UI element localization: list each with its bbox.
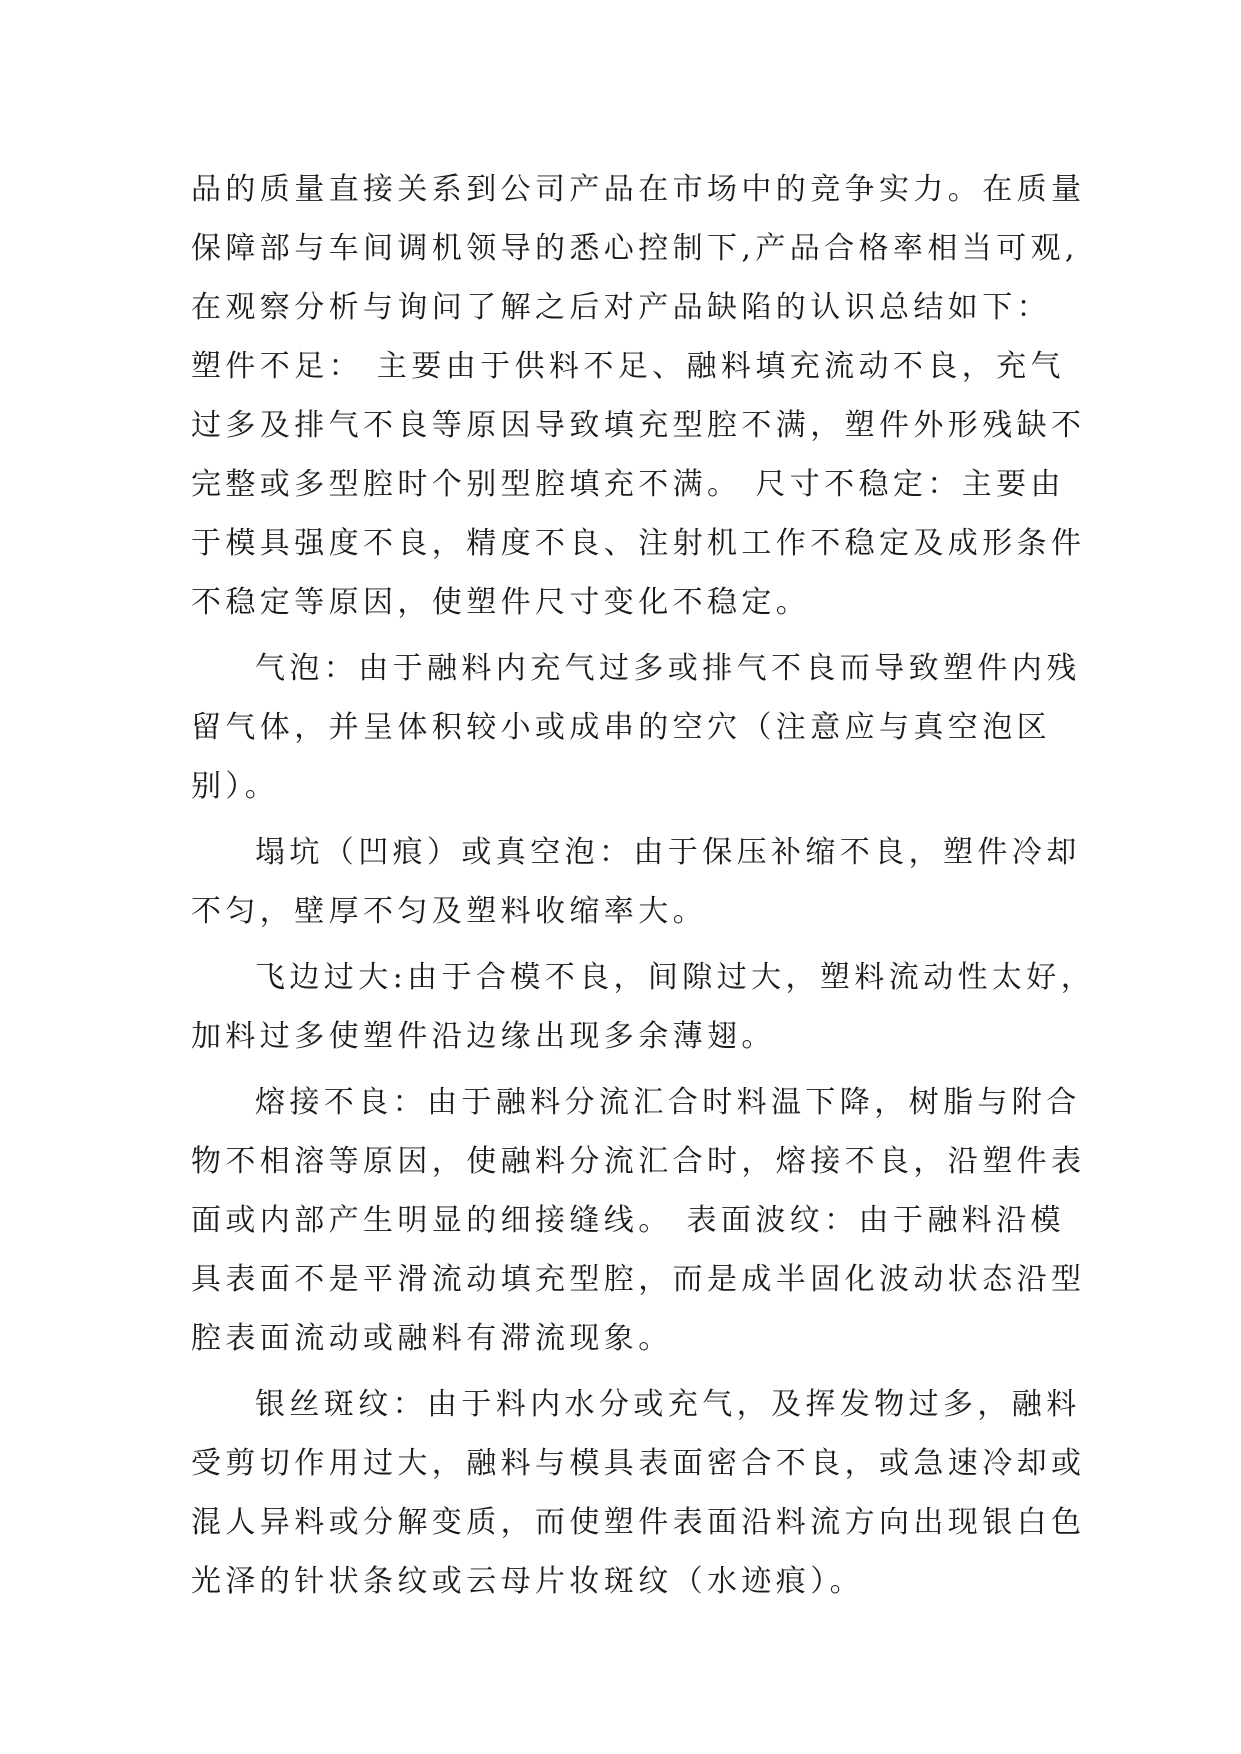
text-line: 留气体，并呈体积较小或成串的空穴（注意应与真空泡区 xyxy=(191,710,1051,745)
text-line: 别）。 xyxy=(191,769,280,804)
text-line: 于模具强度不良，精度不良、注射机工作不稳定及成形条件 xyxy=(191,526,1086,561)
text-line: 受剪切作用过大，融料与模具表面密合不良，或急速冷却或 xyxy=(191,1446,1086,1481)
text-line: 不匀，壁厚不匀及塑料收缩率大。 xyxy=(191,894,707,929)
text-line: 飞边过大:由于合模不良，间隙过大，塑料流动性太好， xyxy=(255,960,1096,995)
text-line: 塑件不足： 主要由于供料不足、融料填充流动不良，充气 xyxy=(191,349,1065,384)
text-line: 熔接不良：由于融料分流汇合时料温下降，树脂与附合 xyxy=(255,1085,1081,1120)
text-line: 品的质量直接关系到公司产品在市场中的竞争实力。在质量 xyxy=(191,172,1086,207)
paragraph-intro-defects xyxy=(191,160,1086,632)
paragraph-bubbles xyxy=(191,639,1081,816)
text-line: 银丝斑纹：由于料内水分或充气，及挥发物过多，融料 xyxy=(255,1387,1081,1422)
text-line: 保障部与车间调机领导的悉心控制下,产品合格率相当可观, xyxy=(191,231,1079,266)
text-line: 过多及排气不良等原因导致填充型腔不满，塑件外形残缺不 xyxy=(191,408,1086,443)
document-body xyxy=(191,160,1096,1618)
text-line: 具表面不是平滑流动填充型腔，而是成半固化波动状态沿型 xyxy=(191,1262,1086,1297)
text-line: 塌坑（凹痕）或真空泡：由于保压补缩不良，塑件冷却 xyxy=(255,835,1081,870)
text-line: 完整或多型腔时个别型腔填充不满。 尺寸不稳定：主要由 xyxy=(191,467,1065,502)
text-line: 物不相溶等原因，使融料分流汇合时，熔接不良，沿塑件表 xyxy=(191,1144,1086,1179)
text-line: 混人异料或分解变质，而使塑件表面沿料流方向出现银白色 xyxy=(191,1505,1086,1540)
text-line: 面或内部产生明显的细接缝线。 表面波纹：由于融料沿模 xyxy=(191,1203,1065,1238)
text-line: 在观察分析与询问了解之后对产品缺陷的认识总结如下： xyxy=(191,290,1051,325)
text-line: 腔表面流动或融料有滞流现象。 xyxy=(191,1321,673,1356)
paragraph-weld-lines xyxy=(191,1073,1086,1368)
text-line: 光泽的针状条纹或云母片妆斑纹（水迹痕）。 xyxy=(191,1564,864,1599)
text-line: 不稳定等原因，使塑件尺寸变化不稳定。 xyxy=(191,585,811,620)
paragraph-flash xyxy=(191,948,1096,1066)
text-line: 气泡：由于融料内充气过多或排气不良而导致塑件内残 xyxy=(255,651,1081,686)
paragraph-sink-marks xyxy=(191,823,1081,941)
paragraph-silver-streaks xyxy=(191,1375,1086,1611)
text-line: 加料过多使塑件沿边缘出现多余薄翅。 xyxy=(191,1019,776,1054)
